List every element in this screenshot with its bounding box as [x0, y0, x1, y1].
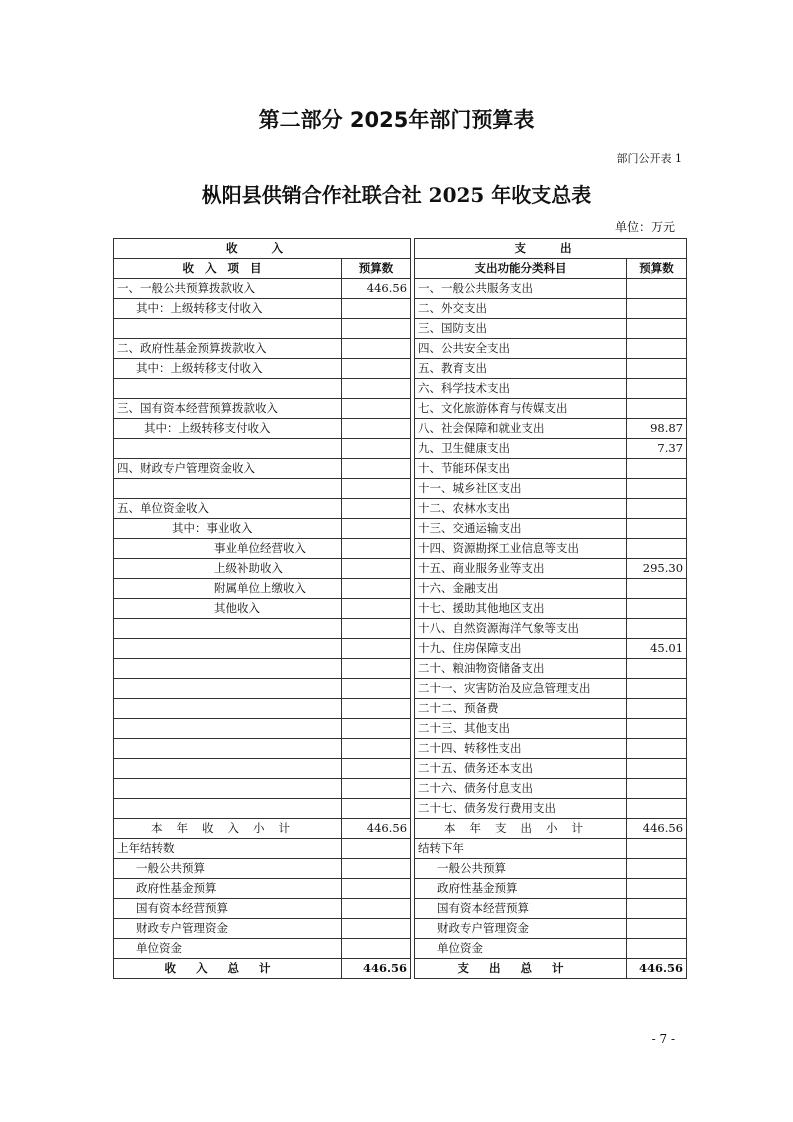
- expense-item: 八、社会保障和就业支出: [415, 419, 627, 439]
- carry-expense-value: [627, 899, 687, 919]
- expense-value: [627, 659, 687, 679]
- table-row: [114, 679, 687, 699]
- expense-item: 六、科学技术支出: [415, 379, 627, 399]
- expense-value: [627, 339, 687, 359]
- table-row: [114, 299, 687, 319]
- expense-value: [627, 539, 687, 559]
- table-row: [114, 719, 687, 739]
- income-value: [342, 379, 411, 399]
- income-item: 其中：上级转移支付收入: [114, 419, 342, 439]
- income-subtotal-label: 本年收入小计: [114, 819, 342, 839]
- expense-item: 十四、资源勘探工业信息等支出: [415, 539, 627, 559]
- expense-value: [627, 359, 687, 379]
- expense-item: 五、教育支出: [415, 359, 627, 379]
- income-item: [114, 619, 342, 639]
- income-item: [114, 799, 342, 819]
- table-row: [114, 799, 687, 819]
- carry-row: [114, 839, 687, 859]
- income-total-value: 446.56: [342, 959, 411, 979]
- table-row: [114, 639, 687, 659]
- expense-value: [627, 799, 687, 819]
- carry-expense-value: [627, 879, 687, 899]
- table-row: [114, 759, 687, 779]
- expense-item: 十八、自然资源海洋气象等支出: [415, 619, 627, 639]
- income-item: 事业单位经营收入: [114, 539, 342, 559]
- expense-value: [627, 379, 687, 399]
- table-row: [114, 479, 687, 499]
- expense-item: 十五、商业服务业等支出: [415, 559, 627, 579]
- page-number: - 7 -: [651, 1032, 675, 1046]
- table-row: [114, 659, 687, 679]
- income-value: [342, 299, 411, 319]
- table-row: [114, 619, 687, 639]
- table-row: [114, 539, 687, 559]
- income-item: 其中：上级转移支付收入: [114, 359, 342, 379]
- income-item: [114, 759, 342, 779]
- carry-expense-item: 单位资金: [415, 939, 627, 959]
- table-row: [114, 779, 687, 799]
- expense-value: [627, 399, 687, 419]
- income-header: 收 入: [114, 239, 411, 259]
- table-row: [114, 399, 687, 419]
- income-value: [342, 479, 411, 499]
- table-row: [114, 319, 687, 339]
- income-value: 446.56: [342, 279, 411, 299]
- carry-expense-item: 结转下年: [415, 839, 627, 859]
- expense-value: 45.01: [627, 639, 687, 659]
- expense-item: 一、一般公共服务支出: [415, 279, 627, 299]
- expense-item: 二十五、债务还本支出: [415, 759, 627, 779]
- carry-expense-value: [627, 939, 687, 959]
- expense-value: [627, 479, 687, 499]
- income-item: [114, 659, 342, 679]
- carry-income-value: [342, 839, 411, 859]
- expense-value: [627, 319, 687, 339]
- expense-item-header: 支出功能分类科目: [415, 259, 627, 279]
- carry-income-value: [342, 879, 411, 899]
- income-value: [342, 639, 411, 659]
- expense-item: 十二、农林水支出: [415, 499, 627, 519]
- income-subtotal-value: 446.56: [342, 819, 411, 839]
- income-item: [114, 639, 342, 659]
- table-row: [114, 699, 687, 719]
- expense-item: 三、国防支出: [415, 319, 627, 339]
- expense-item: 十、节能环保支出: [415, 459, 627, 479]
- table-row: [114, 559, 687, 579]
- carry-row: [114, 919, 687, 939]
- expense-subtotal-label: 本年支出小计: [415, 819, 627, 839]
- income-item: [114, 379, 342, 399]
- expense-subtotal-value: 446.56: [627, 819, 687, 839]
- table-row: [114, 419, 687, 439]
- carry-row: [114, 899, 687, 919]
- expense-value: [627, 459, 687, 479]
- income-value: [342, 599, 411, 619]
- expense-item: 二、外交支出: [415, 299, 627, 319]
- expense-item: 四、公共安全支出: [415, 339, 627, 359]
- income-item: [114, 319, 342, 339]
- expense-value: [627, 679, 687, 699]
- table-row: [114, 439, 687, 459]
- income-item: 附属单位上缴收入: [114, 579, 342, 599]
- table-row: [114, 499, 687, 519]
- income-value: [342, 759, 411, 779]
- expense-value: [627, 699, 687, 719]
- expense-value: 98.87: [627, 419, 687, 439]
- income-value: [342, 559, 411, 579]
- income-item: 五、单位资金收入: [114, 499, 342, 519]
- expense-value: 7.37: [627, 439, 687, 459]
- income-item: [114, 679, 342, 699]
- budget-summary-table: [113, 238, 687, 979]
- income-value: [342, 499, 411, 519]
- income-value: [342, 459, 411, 479]
- carry-expense-value: [627, 859, 687, 879]
- carry-income-item: 一般公共预算: [114, 859, 342, 879]
- expense-budget-header: 预算数: [627, 259, 687, 279]
- table-row: [114, 519, 687, 539]
- income-item: [114, 479, 342, 499]
- carry-income-value: [342, 899, 411, 919]
- expense-header: 支 出: [415, 239, 687, 259]
- income-item: 四、财政专户管理资金收入: [114, 459, 342, 479]
- carry-income-item: 国有资本经营预算: [114, 899, 342, 919]
- expense-item: 二十二、预备费: [415, 699, 627, 719]
- income-item: 一、一般公共预算拨款收入: [114, 279, 342, 299]
- income-value: [342, 579, 411, 599]
- income-item: [114, 439, 342, 459]
- income-value: [342, 699, 411, 719]
- expense-item: 十一、城乡社区支出: [415, 479, 627, 499]
- income-item: 二、政府性基金预算拨款收入: [114, 339, 342, 359]
- income-item: [114, 719, 342, 739]
- expense-item: 二十四、转移性支出: [415, 739, 627, 759]
- income-value: [342, 319, 411, 339]
- expense-item: 十六、金融支出: [415, 579, 627, 599]
- carry-expense-value: [627, 839, 687, 859]
- table-number: 部门公开表 1: [616, 152, 682, 165]
- unit-label: 单位：万元: [614, 220, 675, 234]
- table-row: [114, 739, 687, 759]
- income-value: [342, 659, 411, 679]
- expense-item: 十九、住房保障支出: [415, 639, 627, 659]
- income-total-label: 收入总计: [114, 959, 342, 979]
- expense-item: 七、文化旅游体育与传媒支出: [415, 399, 627, 419]
- expense-value: [627, 579, 687, 599]
- total-row: [114, 959, 687, 979]
- table-row: [114, 579, 687, 599]
- table-row: [114, 459, 687, 479]
- income-value: [342, 519, 411, 539]
- carry-expense-item: 一般公共预算: [415, 859, 627, 879]
- income-item: 其他收入: [114, 599, 342, 619]
- table-row: [114, 279, 687, 299]
- carry-income-value: [342, 919, 411, 939]
- income-item: 上级补助收入: [114, 559, 342, 579]
- table-row: [114, 359, 687, 379]
- expense-value: 295.30: [627, 559, 687, 579]
- expense-item: 二十、粮油物资储备支出: [415, 659, 627, 679]
- expense-value: [627, 739, 687, 759]
- carry-income-value: [342, 859, 411, 879]
- income-value: [342, 739, 411, 759]
- expense-value: [627, 779, 687, 799]
- subtotal-row: [114, 819, 687, 839]
- carry-row: [114, 939, 687, 959]
- expense-item: 二十七、债务发行费用支出: [415, 799, 627, 819]
- income-item: 其中：事业收入: [114, 519, 342, 539]
- carry-expense-value: [627, 919, 687, 939]
- carry-income-value: [342, 939, 411, 959]
- carry-income-item: 政府性基金预算: [114, 879, 342, 899]
- income-value: [342, 679, 411, 699]
- expense-value: [627, 279, 687, 299]
- expense-value: [627, 759, 687, 779]
- table-row: [114, 339, 687, 359]
- income-value: [342, 539, 411, 559]
- table-row: [114, 379, 687, 399]
- carry-income-item: 单位资金: [114, 939, 342, 959]
- carry-expense-item: 政府性基金预算: [415, 879, 627, 899]
- expense-item: 九、卫生健康支出: [415, 439, 627, 459]
- income-value: [342, 719, 411, 739]
- expense-total-value: 446.56: [627, 959, 687, 979]
- carry-row: [114, 879, 687, 899]
- expense-item: 二十三、其他支出: [415, 719, 627, 739]
- income-value: [342, 439, 411, 459]
- income-value: [342, 619, 411, 639]
- table-title: 枞阳县供销合作社联合社 2025 年收支总表: [201, 183, 592, 207]
- part-title: 第二部分 2025年部门预算表: [258, 108, 535, 132]
- expense-value: [627, 519, 687, 539]
- carry-expense-item: 国有资本经营预算: [415, 899, 627, 919]
- expense-value: [627, 299, 687, 319]
- expense-item: 十三、交通运输支出: [415, 519, 627, 539]
- carry-income-item: 上年结转数: [114, 839, 342, 859]
- income-value: [342, 799, 411, 819]
- table-row: [114, 599, 687, 619]
- income-value: [342, 779, 411, 799]
- carry-income-item: 财政专户管理资金: [114, 919, 342, 939]
- expense-value: [627, 619, 687, 639]
- expense-value: [627, 599, 687, 619]
- income-value: [342, 419, 411, 439]
- expense-item: 十七、援助其他地区支出: [415, 599, 627, 619]
- income-budget-header: 预算数: [342, 259, 411, 279]
- income-value: [342, 339, 411, 359]
- income-item: [114, 739, 342, 759]
- expense-item: 二十一、灾害防治及应急管理支出: [415, 679, 627, 699]
- expense-total-label: 支出总计: [415, 959, 627, 979]
- income-item: 三、国有资本经营预算拨款收入: [114, 399, 342, 419]
- carry-expense-item: 财政专户管理资金: [415, 919, 627, 939]
- income-value: [342, 399, 411, 419]
- expense-value: [627, 719, 687, 739]
- carry-row: [114, 859, 687, 879]
- income-item-header: 收入项目: [114, 259, 342, 279]
- income-item: [114, 699, 342, 719]
- expense-item: 二十六、债务付息支出: [415, 779, 627, 799]
- income-item: [114, 779, 342, 799]
- expense-value: [627, 499, 687, 519]
- income-value: [342, 359, 411, 379]
- income-item: 其中：上级转移支付收入: [114, 299, 342, 319]
